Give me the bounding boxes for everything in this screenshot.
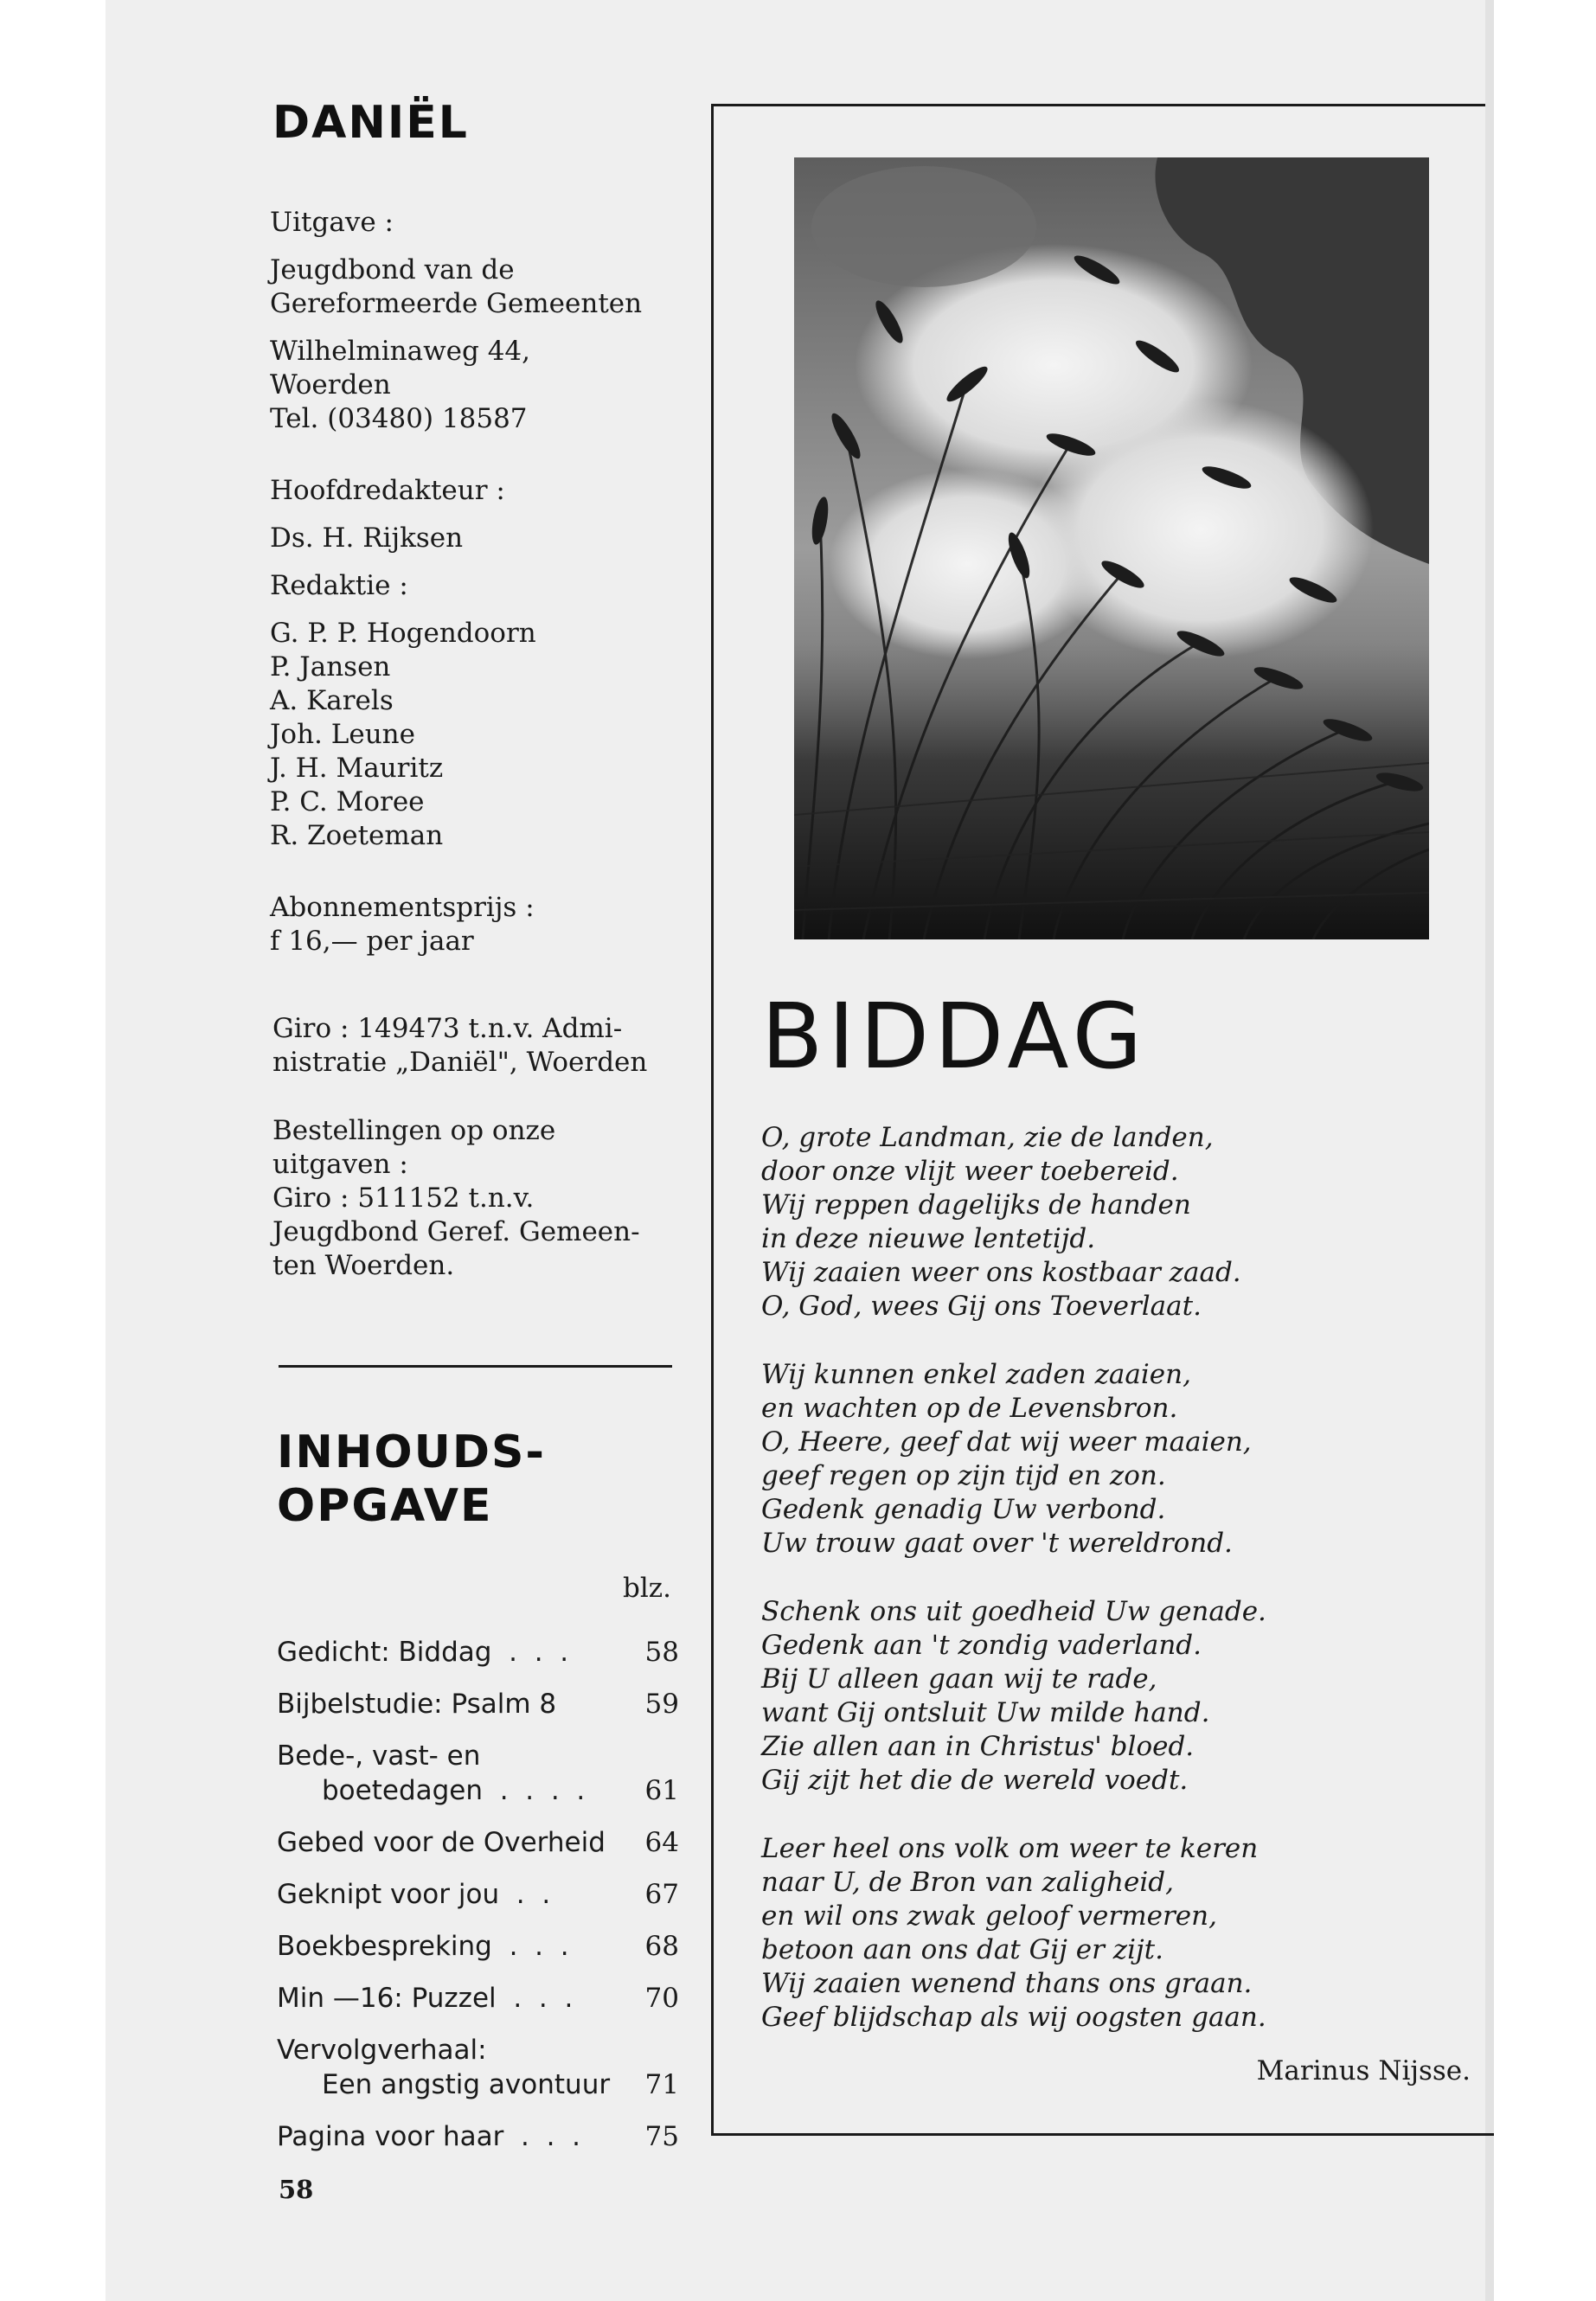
giro-line: Giro : 149473 t.n.v. Admi- — [272, 1013, 623, 1044]
poem-line: Wij zaaien weer ons kostbaar zaad. — [761, 1257, 1241, 1288]
publisher-line: Gereformeerde Gemeenten — [270, 288, 643, 319]
poem-stanza — [761, 1358, 1453, 1561]
bestellingen-line: Giro : 511152 t.n.v. — [272, 1183, 535, 1214]
toc-heading — [277, 1426, 546, 1533]
poem-line: en wil ons zwak geloof vermeren, — [761, 1900, 1217, 1932]
address-block — [270, 335, 720, 436]
payment-info — [272, 1012, 722, 1317]
hoofdredakteur-block — [270, 522, 720, 555]
toc-entry-page: 71 — [644, 2069, 679, 2100]
redaktie-list — [270, 617, 720, 853]
redaktie-member: G. P. P. Hogendoorn — [270, 618, 536, 649]
abonnement-label: Abonnementsprijs : — [270, 892, 535, 923]
poem-stanza — [761, 1595, 1453, 1798]
phone-line: Tel. (03480) 18587 — [270, 403, 528, 434]
redaktie-member: J. H. Mauritz — [270, 753, 444, 784]
address-line: Wilhelminaweg 44, — [270, 336, 531, 367]
poem-line: Gedenk genadig Uw verbond. — [761, 1494, 1166, 1525]
redaktie-label: Redaktie : — [270, 570, 408, 601]
redaktie-member: R. Zoeteman — [270, 820, 444, 851]
toc-entry[interactable] — [277, 1687, 679, 1721]
poem-line: O, Heere, geef dat wij weer maaien, — [761, 1426, 1252, 1458]
toc-entry-title: Bijbelstudie: Psalm 8 — [277, 1689, 557, 1720]
poem-stanza — [761, 1832, 1453, 2035]
redaktie-label-block — [270, 569, 720, 603]
redaktie-member: P. C. Moree — [270, 786, 425, 817]
toc-entry-page: 64 — [644, 1827, 679, 1858]
colophon — [270, 206, 720, 972]
poem-line: Bij U alleen gaan wij te rade, — [761, 1663, 1157, 1695]
wheat-field-photo-icon — [794, 157, 1429, 939]
toc-entry-title: Min —16: Puzzel . . . — [277, 1983, 574, 2014]
toc-entry-title: Gedicht: Biddag . . . — [277, 1637, 569, 1668]
toc-heading-line: INHOUDS- — [277, 1426, 547, 1478]
abonnement-price: f 16,— per jaar — [270, 926, 474, 957]
toc-entry-page: 75 — [644, 2121, 679, 2152]
hoofdredakteur-label: Hoofdredakteur : — [270, 475, 505, 506]
toc-entry[interactable] — [277, 1981, 679, 2016]
poem-line: Wij zaaien wenend thans ons graan. — [761, 1968, 1253, 1999]
toc-entry-page: 68 — [644, 1931, 679, 1962]
poem-line: Uw trouw gaat over 't wereldrond. — [761, 1528, 1233, 1559]
toc-entry[interactable] — [277, 2119, 679, 2154]
bestellingen-block — [272, 1114, 722, 1283]
toc-entry-title-cont: Een angstig avontuur — [322, 2069, 611, 2100]
poem-line: Gedenk aan 't zondig vaderland. — [761, 1630, 1202, 1661]
toc-entry-title: Pagina voor haar . . . — [277, 2121, 581, 2152]
poem-line: Geef blijdschap als wij oogsten gaan. — [761, 2002, 1266, 2033]
frame-rule-top — [711, 104, 1485, 106]
poem-author: Marinus Nijsse. — [1256, 2055, 1471, 2086]
redaktie-member: P. Jansen — [270, 651, 391, 683]
poem-title: BIDDAG — [761, 984, 1148, 1089]
poem-line: in deze nieuwe lentetijd. — [761, 1223, 1096, 1254]
toc-entry[interactable] — [277, 1739, 679, 1808]
toc-heading-line: OPGAVE — [277, 1480, 493, 1532]
abonnement-block — [270, 891, 720, 958]
hoofdredakteur-label-block — [270, 474, 720, 508]
table-of-contents — [277, 1635, 679, 2171]
giro-block — [272, 1012, 722, 1080]
toc-entry-title: Boekbespreking . . . — [277, 1931, 569, 1962]
poem-line: O, grote Landman, zie de landen, — [761, 1122, 1214, 1153]
hoofdredakteur-name: Ds. H. Rijksen — [270, 522, 464, 554]
poem-line: Wij reppen dagelijks de handen — [761, 1189, 1191, 1221]
toc-entry-title: Bede-, vast- en — [277, 1740, 481, 1772]
poem-line: O, God, wees Gij ons Toeverlaat. — [761, 1291, 1202, 1322]
toc-entry-page: 70 — [644, 1983, 679, 2014]
poem-stanza — [761, 1121, 1453, 1324]
section-divider — [279, 1365, 672, 1368]
toc-page-header: blz. — [623, 1573, 671, 1604]
bestellingen-line: Jeugdbond Geref. Gemeen- — [272, 1216, 640, 1247]
publisher-line: Jeugdbond van de — [270, 254, 515, 285]
toc-entry[interactable] — [277, 1635, 679, 1670]
poem-line: Wij kunnen enkel zaden zaaien, — [761, 1359, 1191, 1390]
frame-rule-left — [711, 104, 714, 2135]
masthead-title: DANIËL — [272, 97, 469, 149]
poem-line: Leer heel ons volk om weer te keren — [761, 1833, 1259, 1864]
poem-line: geef regen op zijn tijd en zon. — [761, 1460, 1166, 1491]
uitgave-block — [270, 206, 720, 240]
toc-entry-page: 59 — [644, 1689, 679, 1720]
wheat-photo-illustration — [794, 157, 1429, 939]
toc-entry-title: Vervolgverhaal: — [277, 2035, 487, 2066]
publisher-block — [270, 253, 720, 321]
toc-entry[interactable] — [277, 1825, 679, 1860]
toc-entry-page: 58 — [644, 1637, 679, 1668]
poem-line: naar U, de Bron van zaligheid, — [761, 1867, 1174, 1898]
poem-line: Zie allen aan in Christus' bloed. — [761, 1731, 1195, 1762]
bestellingen-line: Bestellingen op onze — [272, 1115, 556, 1146]
poem-line: Gij zijt het die de wereld voedt. — [761, 1765, 1189, 1796]
redaktie-member: Joh. Leune — [270, 719, 415, 750]
toc-entry[interactable] — [277, 1929, 679, 1964]
redaktie-member: A. Karels — [270, 685, 394, 716]
toc-entry-page: 67 — [644, 1879, 679, 1910]
bestellingen-line: uitgaven : — [272, 1149, 408, 1180]
toc-entry-title: Geknipt voor jou . . — [277, 1879, 551, 1910]
poem-line: Schenk ons uit goedheid Uw genade. — [761, 1596, 1266, 1627]
address-line: Woerden — [270, 369, 391, 401]
toc-entry-title-cont: boetedagen . . . . — [322, 1775, 586, 1806]
toc-entry-page: 61 — [644, 1775, 679, 1806]
poem-line: betoon aan ons dat Gij er zijt. — [761, 1934, 1163, 1965]
frame-rule-bottom — [711, 2133, 1494, 2136]
page-edge — [1485, 0, 1494, 2301]
poem-line: want Gij ontsluit Uw milde hand. — [761, 1697, 1210, 1728]
toc-entry[interactable] — [277, 2033, 679, 2102]
poem-body — [761, 1121, 1453, 2069]
page-number: 58 — [279, 2175, 314, 2204]
poem-line: en wachten op de Levensbron. — [761, 1393, 1178, 1424]
poem-line: door onze vlijt weer toebereid. — [761, 1156, 1179, 1187]
bestellingen-line: ten Woerden. — [272, 1250, 455, 1281]
toc-entry[interactable] — [277, 1877, 679, 1912]
giro-line: nistratie „Daniël", Woerden — [272, 1047, 648, 1078]
uitgave-label: Uitgave : — [270, 207, 394, 238]
toc-entry-title: Gebed voor de Overheid — [277, 1827, 606, 1858]
